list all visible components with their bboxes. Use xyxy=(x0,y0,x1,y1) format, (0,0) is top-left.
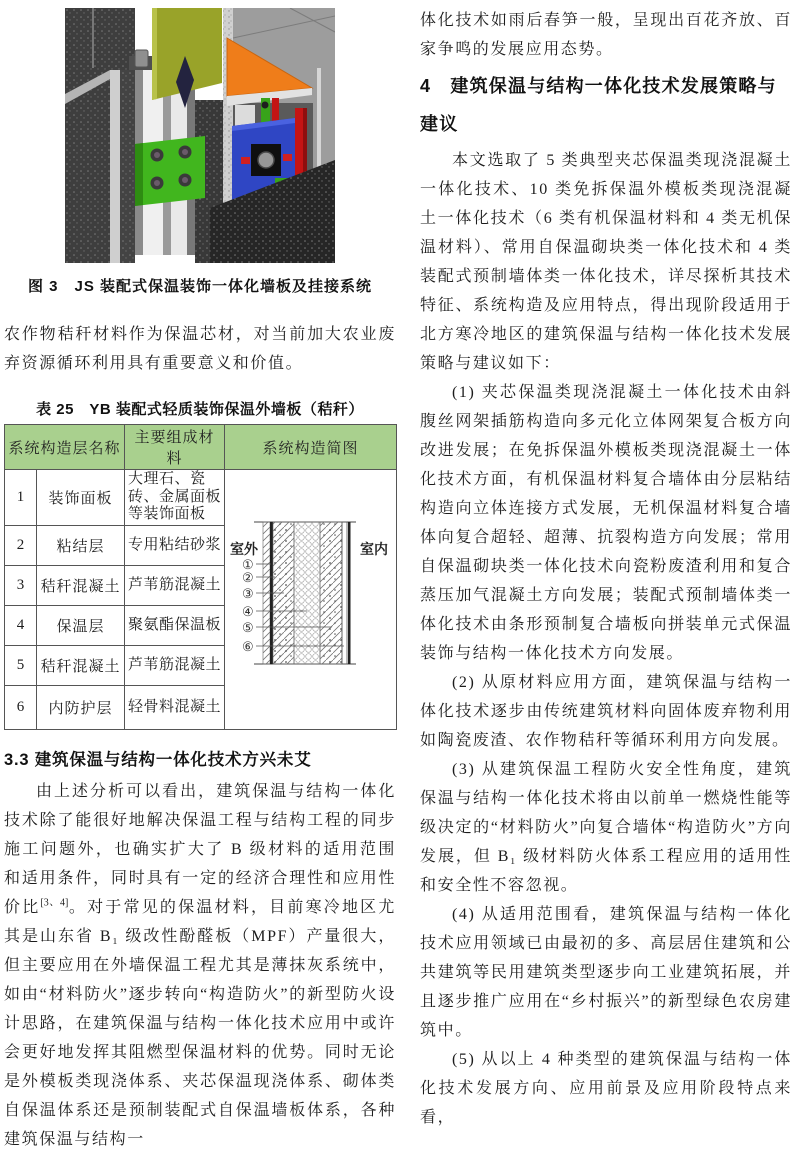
row-name: 内防护层 xyxy=(37,686,125,730)
callout-2: ② xyxy=(242,570,254,585)
section-4-heading xyxy=(420,67,792,143)
wall-section-diagram xyxy=(225,470,397,730)
wall-section-drawing xyxy=(228,471,398,721)
section-3-3-heading: 3.3 建筑保温与结构一体化技术方兴未艾 xyxy=(4,751,312,770)
section-4-point-5: (5) 从以上 4 种类型的建筑保温与结构一体化技术发展方向、应用前景及应用阶段特点来看， xyxy=(420,1051,792,1126)
table-25-title: 表 25 YB 装配式轻质装饰保温外墙板（秸秆） xyxy=(36,401,364,418)
indoor-label: 室内 xyxy=(360,543,389,558)
row-name: 秸秆混凝土 xyxy=(37,646,125,686)
right-continuation-paragraph: 体化技术如雨后春笋一般，呈现出百花齐放、百家争鸣的发展应用态势。 xyxy=(420,12,792,58)
callout-1: ① xyxy=(242,557,254,572)
figure-3 xyxy=(4,8,396,296)
callout-3: ③ xyxy=(242,586,254,601)
section-3-3-paragraph xyxy=(4,777,396,1154)
paragraph-text: 由上述分析可以看出，建筑保温与结构一体化技术除了能很好地解决保温工程与结构工程的同步施工问题外，也确实扩大了 B 级材料的适用范围和适用条件，同时具有一定的经济合理性和应用性价比 xyxy=(4,783,396,917)
left-column xyxy=(4,6,396,1154)
figure-3-image xyxy=(65,8,335,263)
figure-3-caption: 图 3 JS 装配式保温装饰一体化墙板及挂接系统 xyxy=(27,278,373,295)
left-continuation-paragraph: 农作物秸秆材料作为保温芯材，对当前加大农业废弃资源循环利用具有重要意义和价值。 xyxy=(4,326,396,372)
outdoor-label: 室外 xyxy=(230,543,259,558)
row-name: 保温层 xyxy=(37,606,125,646)
row-num: 4 xyxy=(5,606,37,646)
section-4-point-3: (3) 从建筑保温工程防火安全性角度，建筑保温与结构一体化技术将由以前单一燃烧性能等级决定的“材料防火”向复合墙体“构造防火”方向发展，但 B₁ 级材料防火体系工程应用的适用性和安全性不容忽视。 xyxy=(420,761,792,894)
paragraph-text: 。对于常见的保温材料，目前寒冷地区尤其是山东省 B₁ 级改性酚醛板（MPF）产量很大，但主要应用在外墙保温工程尤其是薄抹灰系统中，如由“材料防火”逐步转向“构造防火”的新型防火设计思路，在建筑保温与结构一体化技术应用中或许会更好地发挥其阻燃型保温材料的优势。同时无论是外模板类现浇体系、夹芯保温现浇体系、砌体类自保温体系还是预制装配式自保温墙板体系，各种建筑保温与结构一 xyxy=(4,899,396,1149)
heading-line-2: 建议 xyxy=(420,114,459,134)
row-num: 2 xyxy=(5,526,37,566)
section-4-point-4: (4) 从适用范围看，建筑保温与结构一体化技术应用领域已由最初的多、高层居住建筑和公共建筑等民用建筑类型逐步向工业建筑拓展，并且逐步推广应用在“乡村振兴”的新型绿色农房建筑中。 xyxy=(420,906,792,1039)
header-diagram: 系统构造简图 xyxy=(225,425,397,470)
header-layer-name: 系统构造层名称 xyxy=(5,425,125,470)
row-material: 轻骨料混凝土 xyxy=(125,686,225,730)
citation-ref: [3、4] xyxy=(40,897,69,909)
row-name: 粘结层 xyxy=(37,526,125,566)
callout-6: ⑥ xyxy=(242,639,254,654)
row-material: 芦苇筋混凝土 xyxy=(125,646,225,686)
row-num: 6 xyxy=(5,686,37,730)
row-material: 聚氨酯保温板 xyxy=(125,606,225,646)
callout-4: ④ xyxy=(242,604,254,619)
row-name: 秸秆混凝土 xyxy=(37,566,125,606)
row-material: 大理石、瓷砖、金属面板等装饰面板 xyxy=(125,470,225,526)
table-row xyxy=(5,470,397,526)
table-25 xyxy=(4,424,397,730)
row-name: 装饰面板 xyxy=(37,470,125,526)
row-num: 5 xyxy=(5,646,37,686)
heading-line-1: 4 建筑保温与结构一体化技术发展策略与 xyxy=(420,76,777,96)
header-material: 主要组成材料 xyxy=(125,425,225,470)
section-4-point-2: (2) 从原材料应用方面，建筑保温与结构一体化技术逐步由传统建筑材料向固体废弃物利用如陶瓷废渣、农作物秸秆等循环利用方向发展。 xyxy=(420,674,792,749)
row-num: 1 xyxy=(5,470,37,526)
callout-5: ⑤ xyxy=(242,620,254,635)
row-material: 专用粘结砂浆 xyxy=(125,526,225,566)
table-header-row xyxy=(5,425,397,470)
section-4-intro: 本文选取了 5 类典型夹芯保温类现浇混凝土一体化技术、10 类免拆保温外模板类现浇混凝土一体化技术（6 类有机保温材料和 4 类无机保温材料）、常用自保温砌块类一体化技术和 4 类装配式预制墙体类一体化技术，详尽探析其技术特征、系统构造及应用特点，得出现阶段适用于北方寒冷地区的建筑保温与结构一体化技术发展策略与建议如下： xyxy=(420,152,792,372)
right-column xyxy=(420,6,792,1154)
row-num: 3 xyxy=(5,566,37,606)
section-4-point-1: (1) 夹芯保温类现浇混凝土一体化技术由斜腹丝网架插筋构造向多元化立体网架复合板方向改进发展；在免拆保温外模板类现浇混凝土一体化技术方面，有机保温材料复合墙体由分层粘结构造向立体连接方式发展，无机保温材料复合墙体向复合超轻、超薄、抗裂构造方向发展；常用自保温砌块类一体化技术向瓷粉废渣利用和复合蒸压加气混凝土方向发展；装配式预制墙体类一体化技术由条形预制复合墙板向拼装单元式保温装饰与结构一体化技术方向发展。 xyxy=(420,384,792,662)
row-material: 芦苇筋混凝土 xyxy=(125,566,225,606)
